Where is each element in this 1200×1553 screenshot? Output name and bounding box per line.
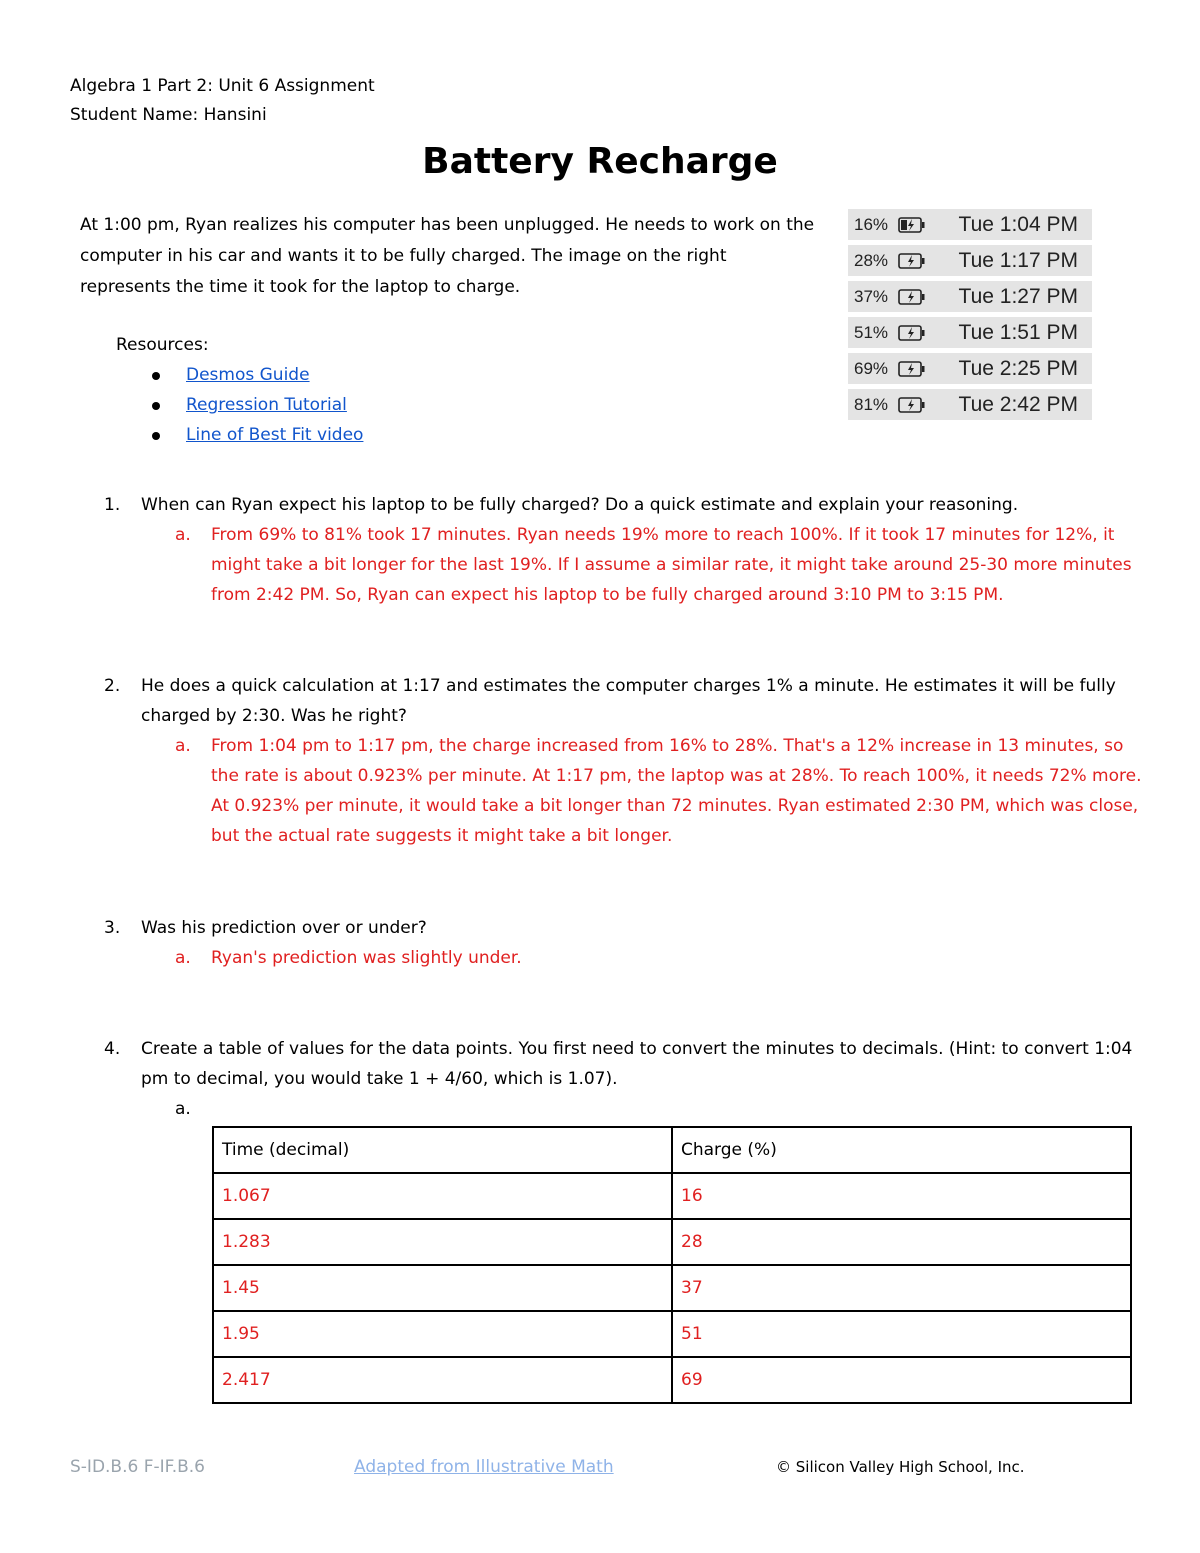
table-header-row [213, 1127, 1131, 1173]
table-cell: 28 [672, 1219, 1131, 1265]
question-text: Was his prediction over or under? [141, 918, 427, 938]
list-item [152, 420, 363, 450]
battery-time: Tue 1:17 PM [958, 248, 1078, 272]
battery-percent: 69% [854, 358, 889, 378]
battery-charging-icon [898, 360, 926, 378]
table-cell: 1.283 [213, 1219, 672, 1265]
table-row [213, 1311, 1131, 1357]
battery-reading-row [848, 245, 1092, 276]
battery-reading-row [848, 353, 1092, 384]
table-cell: 16 [672, 1173, 1131, 1219]
student-name: Student Name: Hansini [70, 105, 267, 125]
question-text: He does a quick calculation at 1:17 and estimates the computer charges 1% a minute. He estimates it will be fully charged by 2:30. Was he right? [141, 676, 1116, 726]
battery-percent: 81% [854, 394, 889, 414]
question-number: 3. [104, 918, 121, 938]
battery-time: Tue 1:04 PM [958, 212, 1078, 236]
desmos-guide-link[interactable]: Desmos Guide [186, 365, 310, 385]
battery-screenshots [848, 209, 1092, 425]
table-row [213, 1357, 1131, 1403]
battery-percent: 51% [854, 322, 889, 342]
answer-body: From 1:04 pm to 1:17 pm, the charge increased from 16% to 28%. That's a 12% increase in 13 minutes, so the rate is about 0.923% per minute. At 1:17 pm, the laptop was at 28%. To reach 100%, it needs 72% more. At 0.923% per minute, it would take a bit longer than 72 minutes. Ryan estimated 2:30 PM, which was close, but the actual rate suggests it might take a bit longer. [211, 736, 1142, 846]
resources-list [116, 360, 363, 450]
answer-body [211, 1099, 216, 1119]
battery-charging-icon [898, 216, 926, 234]
data-table [212, 1126, 1132, 1404]
battery-percent: 16% [854, 214, 889, 234]
intro-paragraph: At 1:00 pm, Ryan realizes his computer has been unplugged. He needs to work on the computer in his car and wants it to be fully charged. The image on the right represents the time it took for the laptop to charge. [80, 215, 815, 297]
table-cell: 1.45 [213, 1265, 672, 1311]
question-4 [104, 1034, 1144, 1124]
answer-text [175, 943, 1144, 973]
table-cell: 2.417 [213, 1357, 672, 1403]
battery-time: Tue 2:42 PM [958, 392, 1078, 416]
answer-label: a. [175, 525, 191, 545]
footer-copyright: © Silicon Valley High School, Inc. [776, 1458, 1025, 1476]
footer-standards: S-ID.B.6 F-IF.B.6 [70, 1457, 205, 1477]
course-header: Algebra 1 Part 2: Unit 6 Assignment [70, 76, 375, 96]
regression-tutorial-link[interactable]: Regression Tutorial [186, 395, 347, 415]
battery-charging-icon [898, 324, 926, 342]
battery-reading-row [848, 209, 1092, 240]
table-cell: 69 [672, 1357, 1131, 1403]
table-cell: 51 [672, 1311, 1131, 1357]
battery-time: Tue 2:25 PM [958, 356, 1078, 380]
battery-percent: 28% [854, 250, 889, 270]
page-title: Battery Recharge [422, 141, 778, 182]
battery-time: Tue 1:27 PM [958, 284, 1078, 308]
battery-reading-row [848, 281, 1092, 312]
answer-label: a. [175, 736, 191, 756]
list-item [152, 390, 363, 420]
question-number: 2. [104, 676, 121, 696]
question-1 [104, 490, 1144, 610]
battery-charging-icon [898, 288, 926, 306]
question-3 [104, 913, 1144, 973]
battery-charging-icon [898, 252, 926, 270]
resources-label: Resources: [116, 335, 209, 355]
answer-text [175, 731, 1144, 851]
battery-reading-row [848, 389, 1092, 420]
question-number: 4. [104, 1039, 121, 1059]
table-header-cell: Charge (%) [672, 1127, 1131, 1173]
battery-time: Tue 1:51 PM [958, 320, 1078, 344]
answer-label: a. [175, 948, 191, 968]
table-cell: 1.067 [213, 1173, 672, 1219]
answer-body: From 69% to 81% took 17 minutes. Ryan needs 19% more to reach 100%. If it took 17 minutes for 12%, it might take a bit longer for the last 19%. If I assume a similar rate, it might take around 25-30 more minutes from 2:42 PM. So, Ryan can expect his laptop to be fully charged around 3:10 PM to 3:15 PM. [211, 525, 1132, 605]
table-row [213, 1265, 1131, 1311]
answer-label: a. [175, 1099, 191, 1119]
best-fit-video-link[interactable]: Line of Best Fit video [186, 425, 364, 445]
question-text: When can Ryan expect his laptop to be fully charged? Do a quick estimate and explain your reasoning. [141, 495, 1019, 515]
table-cell: 37 [672, 1265, 1131, 1311]
table-row [213, 1173, 1131, 1219]
question-number: 1. [104, 495, 121, 515]
table-cell: 1.95 [213, 1311, 672, 1357]
table-header-cell: Time (decimal) [213, 1127, 672, 1173]
answer-body: Ryan's prediction was slightly under. [211, 948, 522, 968]
list-item [152, 360, 363, 390]
answer-text [175, 1094, 1144, 1124]
answer-text [175, 520, 1144, 610]
table-row [213, 1219, 1131, 1265]
battery-percent: 37% [854, 286, 889, 306]
question-2 [104, 671, 1144, 851]
battery-reading-row [848, 317, 1092, 348]
question-text: Create a table of values for the data points. You first need to convert the minutes to decimals. (Hint: to convert 1:04 pm to decimal, you would take 1 + 4/60, which is 1.07). [141, 1039, 1133, 1089]
battery-charging-icon [898, 396, 926, 414]
resources-section [116, 330, 363, 450]
footer-source-link[interactable]: Adapted from Illustrative Math [354, 1457, 614, 1477]
